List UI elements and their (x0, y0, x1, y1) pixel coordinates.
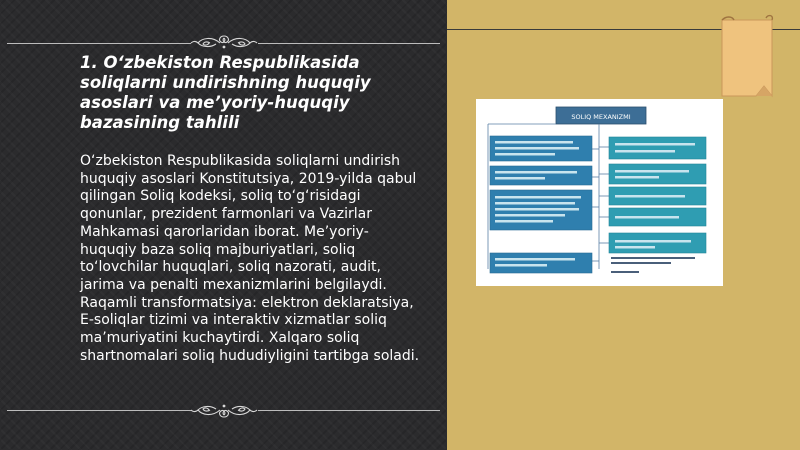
top-divider-left (7, 43, 191, 44)
scroll-curl-icon (716, 14, 780, 102)
diagram-header: SOLIQ MEXANIZMI (571, 113, 631, 121)
flourish-divider-icon (190, 32, 258, 54)
bottom-divider-right (258, 410, 440, 411)
flourish-divider-icon (190, 399, 258, 421)
slide-body-text: O‘zbekiston Respublikasida soliqlarni undirish huquqiy asoslari Konstitutsiya, 2019-yilda qabul qilingan Soliq kodeksi, soliq to‘g‘risidagi qonunlar, prezident farmonlari va Vazirlar Mahkamasi qarorlaridan iborat. Me’yoriy-huquqiy baza soliq majburiyatlari, soliq to‘lovchilar huquqlari, soliq nazorati, audit, jarima va penalti mexanizmlarini belgilaydi. Raqamli transformatsiya: elektron deklaratsiya, E-soliqlar tizimi va interaktiv xizmatlar soliq ma’muriyatini kuchaytirdi. Xalqaro soliq shartnomalari soliq hududiyligini tartibga soladi. (80, 153, 420, 364)
bottom-divider-left (7, 410, 191, 411)
figure-image (476, 99, 723, 286)
slide-title: 1. O‘zbekiston Respublikasida soliqlarni undirishning huquqiy asoslari va me’yoriy-huquqiy bazasining tahlili (80, 53, 371, 132)
top-divider-right (258, 43, 440, 44)
